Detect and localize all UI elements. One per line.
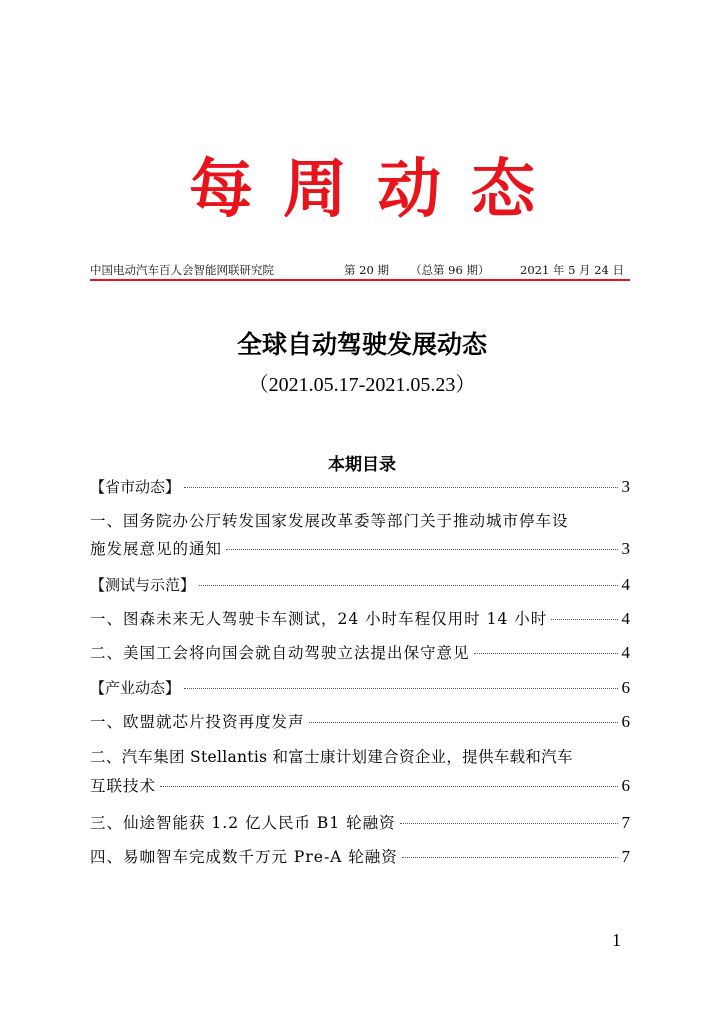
toc-entry[interactable] <box>90 710 630 734</box>
toc-entry[interactable] <box>90 607 630 631</box>
toc-leader-dots <box>160 786 617 787</box>
document-title: 全球自动驾驶发展动态 <box>236 330 487 359</box>
toc-leader-dots <box>184 487 617 488</box>
toc-entry[interactable] <box>90 845 630 869</box>
red-divider <box>90 279 630 281</box>
toc-entry-page: 4 <box>621 643 630 662</box>
toc-entry-text-continuation: 互联技术 <box>90 777 157 795</box>
toc-entry-text: 【省市动态】 <box>90 478 181 496</box>
toc-leader-dots <box>402 857 618 858</box>
toc-entry-text: 【测试与示范】 <box>90 576 196 594</box>
toc-entry-text: 一、欧盟就芯片投资再度发声 <box>90 713 305 731</box>
toc-entry-page: 4 <box>621 575 630 594</box>
page-number: 1 <box>612 930 621 950</box>
toc-entry[interactable] <box>90 641 630 665</box>
toc-entry[interactable] <box>90 811 630 835</box>
toc-entry-page: 7 <box>621 847 630 866</box>
toc-entry-page: 6 <box>621 712 630 731</box>
toc-entry[interactable] <box>90 475 630 499</box>
toc-entry-text: 三、仙途智能获 1.2 亿人民币 B1 轮融资 <box>90 814 396 832</box>
toc-entry-page: 4 <box>621 609 630 628</box>
document-date-range: （2021.05.17-2021.05.23） <box>248 374 476 396</box>
toc-leader-dots <box>199 585 617 586</box>
toc-entry-text: 一、图森未来无人驾驶卡车测试，24 小时车程仅用时 14 小时 <box>90 610 548 628</box>
toc-entry-text: 二、美国工会将向国会就自动驾驶立法提出保守意见 <box>90 644 470 662</box>
toc-leader-dots <box>551 619 617 620</box>
toc-entry-continuation[interactable] <box>90 774 630 798</box>
toc-entry-continuation[interactable] <box>90 537 630 561</box>
toc-entry-page: 3 <box>621 477 630 496</box>
toc-entry-text: 二、汽车集团 Stellantis 和富士康计划建合资企业，提供车载和汽车 <box>90 748 573 766</box>
issue-total-number: （总第 96 期） <box>410 263 490 277</box>
toc-leader-dots <box>226 549 617 550</box>
issue-number: 第 20 期 <box>344 263 389 277</box>
toc-entry[interactable] <box>90 573 630 597</box>
toc-entry-page: 6 <box>621 776 630 795</box>
toc-entry[interactable] <box>90 676 630 700</box>
toc-entry-page: 6 <box>621 678 630 697</box>
toc-leader-dots <box>309 722 618 723</box>
toc-entry[interactable] <box>90 745 630 769</box>
toc-entry[interactable] <box>90 509 630 533</box>
masthead-title: 每周动态 <box>189 152 565 227</box>
toc-entry-text: 一、国务院办公厅转发国家发展改革委等部门关于推动城市停车设 <box>90 512 569 530</box>
toc-leader-dots <box>184 688 617 689</box>
toc-entry-text-continuation: 施发展意见的通知 <box>90 540 223 558</box>
toc-heading: 本期目录 <box>328 455 396 475</box>
toc-entry-page: 3 <box>621 539 630 558</box>
issue-date: 2021 年 5 月 24 日 <box>520 263 624 277</box>
issue-info-line <box>90 262 630 278</box>
toc-entry-text: 四、易咖智车完成数千万元 Pre-A 轮融资 <box>90 848 398 866</box>
toc-leader-dots <box>474 653 618 654</box>
toc-entry-text: 【产业动态】 <box>90 679 181 697</box>
toc-entry-page: 7 <box>621 813 630 832</box>
toc-leader-dots <box>400 823 618 824</box>
issue-organization: 中国电动汽车百人会智能网联研究院 <box>90 263 274 277</box>
